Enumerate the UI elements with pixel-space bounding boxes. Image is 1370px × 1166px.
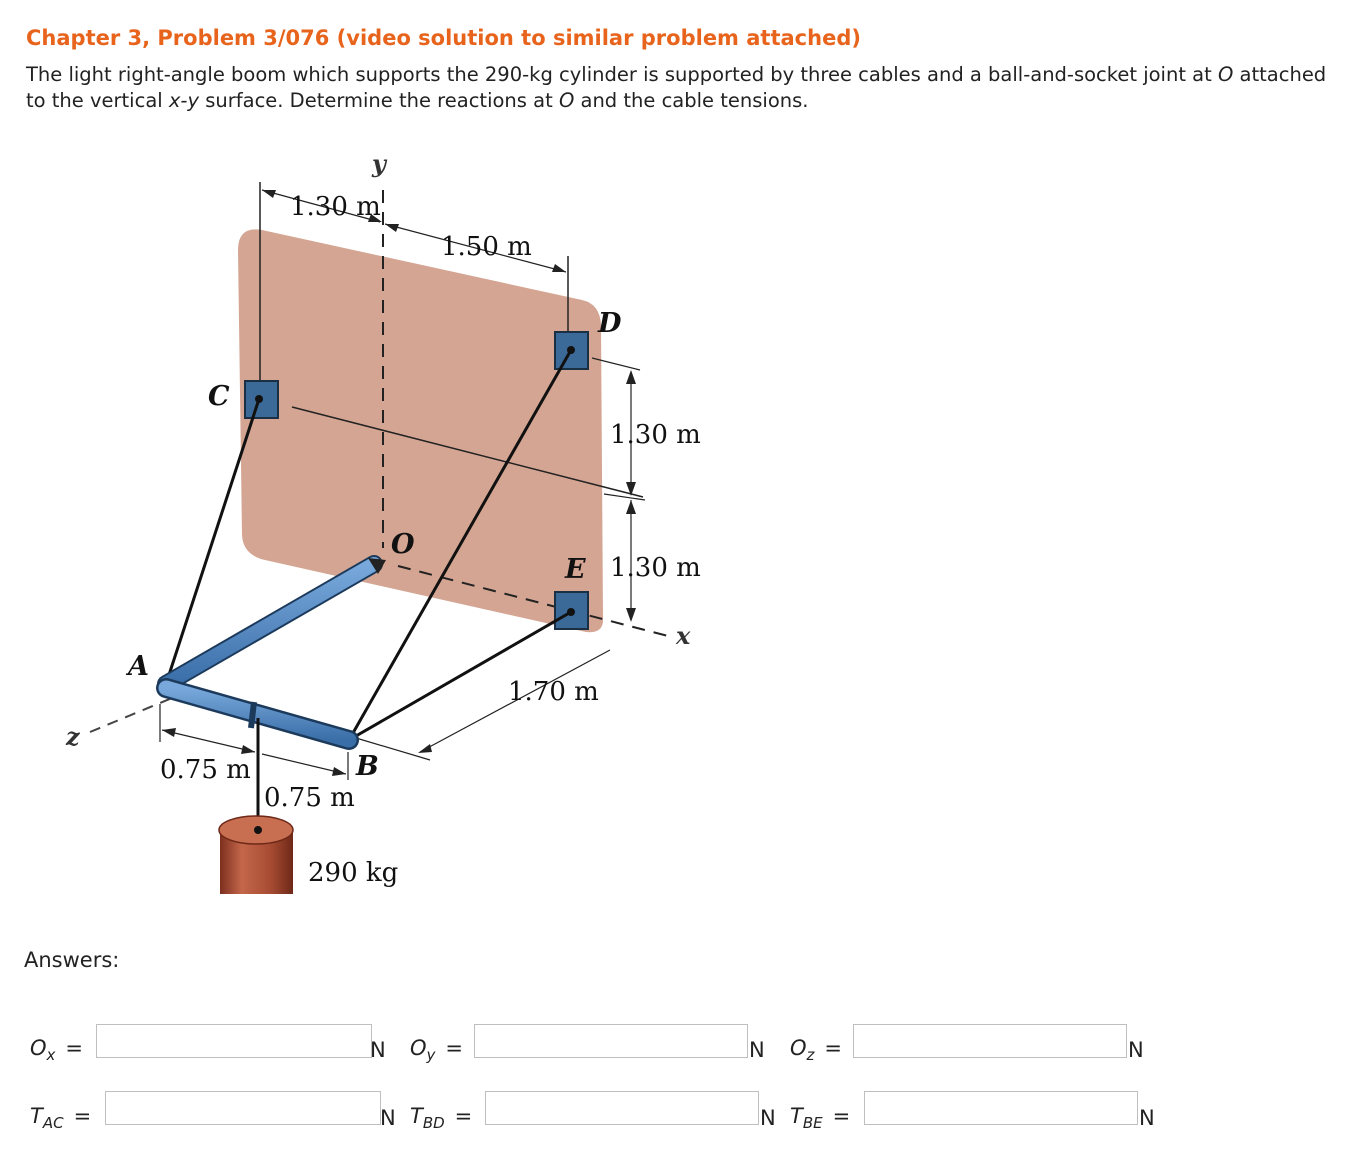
axis-label-z: z: [66, 722, 80, 751]
label-tac: $T_{AC}$ =: [30, 1104, 92, 1133]
dim-arrowhead: [626, 500, 636, 514]
dim-text-1-30-top: 1.30 m: [290, 192, 381, 222]
unit-oz: N: [1128, 1038, 1144, 1062]
unit-tbe: N: [1139, 1106, 1155, 1130]
dim-arrowhead: [552, 264, 566, 272]
label-tbd: $T_{BD}$ =: [410, 1104, 473, 1133]
statement-text-1: The light right-angle boom which supports the 290-kg cylinder is supported by three cables and a ball-and-socket joint at: [26, 63, 1218, 86]
point-e-dot: [567, 608, 575, 616]
unit-ox: N: [370, 1038, 386, 1062]
dim-text-0-75-b: 0.75 m: [264, 783, 355, 813]
ox-input[interactable]: [96, 1024, 372, 1058]
unit-oy: N: [749, 1038, 765, 1062]
label-oy: $O_y$ =: [410, 1036, 464, 1065]
label-o: O: [391, 529, 415, 560]
problem-title: Chapter 3, Problem 3/076 (video solution to similar problem attached): [26, 26, 861, 50]
label-d: D: [598, 308, 622, 339]
clamp: [251, 702, 254, 728]
dim-arrowhead: [162, 728, 176, 737]
cable-be: [349, 612, 571, 740]
axis-label-x: x: [676, 621, 691, 650]
dim-arrowhead: [626, 608, 636, 622]
dim-arrowhead: [332, 767, 346, 776]
dim-arrowhead: [385, 224, 399, 232]
var-o: O: [558, 89, 575, 112]
dim-text-1-70: 1.70 m: [508, 677, 599, 707]
dim-text-0-75-a: 0.75 m: [160, 755, 251, 785]
dim-text-1-50: 1.50 m: [441, 232, 532, 262]
var-o: O: [1217, 63, 1234, 86]
dim-text-1-30-right-lower: 1.30 m: [610, 553, 701, 583]
label-tbe: $T_{BE}$ =: [790, 1104, 851, 1133]
oy-input[interactable]: [474, 1024, 748, 1058]
dim-arrowhead: [262, 190, 276, 198]
point-c-dot: [255, 395, 263, 403]
label-c: C: [208, 381, 230, 412]
label-ox: $O_x$ =: [30, 1036, 84, 1065]
dim-text-1-30-right-upper: 1.30 m: [610, 420, 701, 450]
mass-label: 290 kg: [308, 858, 399, 888]
dim-ext-mid: [604, 494, 645, 500]
label-e: E: [565, 554, 586, 585]
axis-label-y: y: [372, 149, 386, 178]
statement-text-3: surface. Determine the reactions at: [199, 89, 559, 112]
label-b: B: [356, 751, 379, 782]
dim-arrowhead: [626, 482, 636, 496]
dim-arrowhead: [626, 370, 636, 384]
label-a: A: [128, 651, 149, 682]
tbd-input[interactable]: [485, 1091, 759, 1125]
statement-text-4: and the cable tensions.: [574, 89, 809, 112]
answers-heading: Answers:: [24, 948, 120, 972]
unit-tac: N: [380, 1106, 396, 1130]
statement-text-2: attached to the vertical: [26, 63, 1327, 112]
unit-tbd: N: [760, 1106, 776, 1130]
point-d-dot: [567, 346, 575, 354]
tbe-input[interactable]: [864, 1091, 1138, 1125]
boom-oa-body: [166, 564, 374, 684]
var-xy: x-y: [168, 89, 200, 112]
hook-point: [254, 826, 262, 834]
oz-input[interactable]: [853, 1024, 1127, 1058]
dim-line-0-75-a: [162, 730, 255, 752]
dim-arrowhead: [241, 745, 255, 754]
label-oz: $O_z$ =: [790, 1036, 843, 1065]
tac-input[interactable]: [105, 1091, 381, 1125]
dim-arrowhead: [418, 744, 432, 753]
